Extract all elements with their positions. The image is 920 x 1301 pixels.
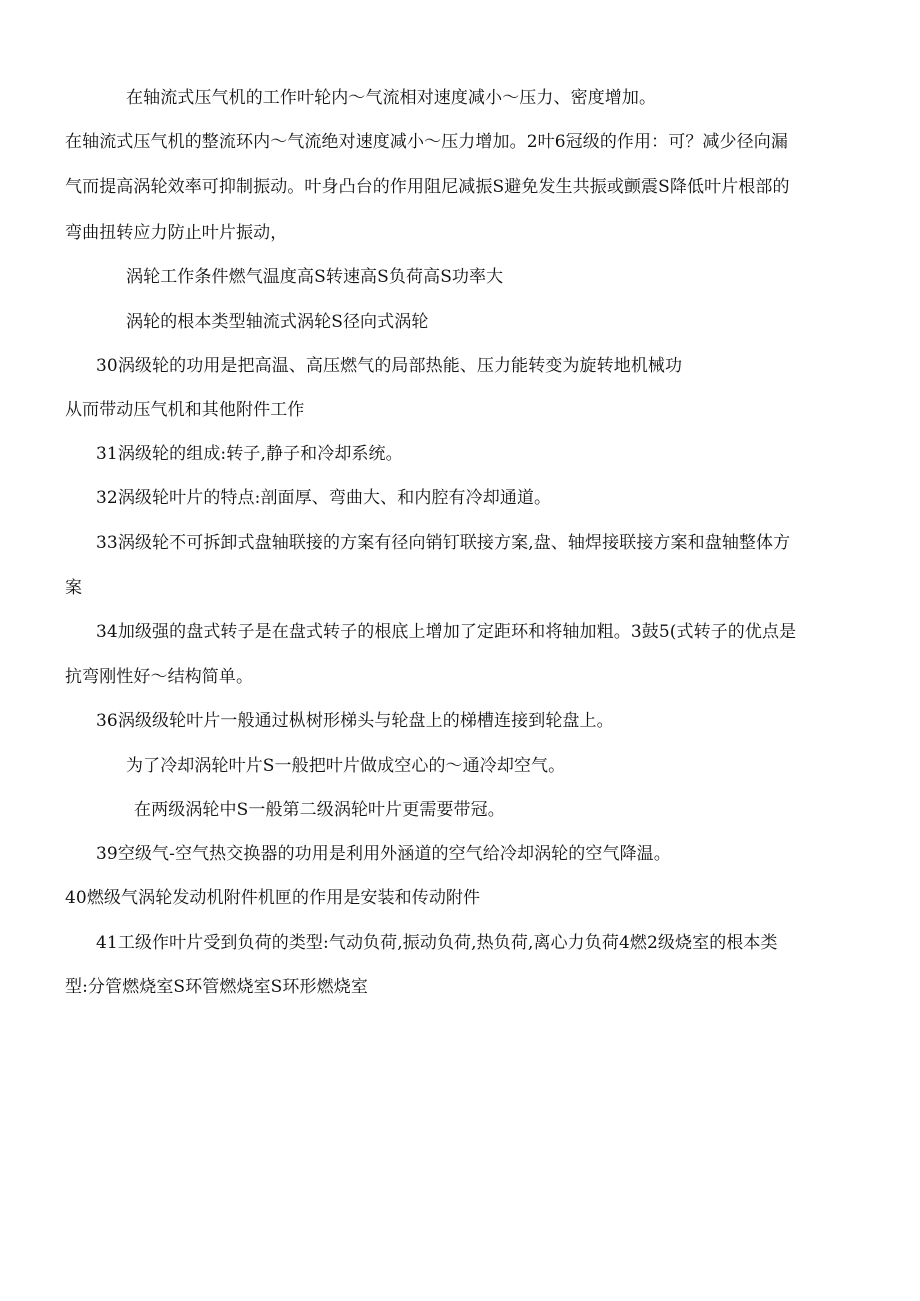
text-line: 在轴流式压气机的整流环内～气流绝对速度减小～压力增加。2叶6冠级的作用：可？减少径向漏 <box>65 132 788 152</box>
text-line: 从而带动压气机和其他附件工作 <box>65 400 305 420</box>
text-line: 涡轮的根本类型轴流式涡轮S径向式涡轮 <box>126 312 429 332</box>
text-line: 34加级强的盘式转子是在盘式转子的根底上增加了定距环和将轴加粗。3鼓5(式转子的优点是 <box>96 622 797 642</box>
text-line: 33涡级轮不可拆卸式盘轴联接的方案有径向销钉联接方案,盘、轴焊接联接方案和盘轴整体方 <box>96 533 791 553</box>
text-line: 31涡级轮的组成:转子,静子和冷却系统。 <box>96 444 403 464</box>
text-line: 型:分管燃烧室S环管燃烧室S环形燃烧室 <box>65 977 368 997</box>
text-line: 36涡级级轮叶片一般通过枞树形梯头与轮盘上的梯槽连接到轮盘上。 <box>96 711 614 731</box>
text-line: 39空级气-空气热交换器的功用是利用外涵道的空气给冷却涡轮的空气降温。 <box>96 844 671 864</box>
text-line: 为了冷却涡轮叶片S一般把叶片做成空心的～通冷却空气。 <box>126 756 566 776</box>
text-line: 弯曲扭转应力防止叶片振动， <box>65 223 288 243</box>
text-line: 32涡级轮叶片的特点:剖面厚、弯曲大、和内腔有冷却通道。 <box>96 488 552 508</box>
text-line: 涡轮工作条件燃气温度高S转速高S负荷高S功率大 <box>126 267 504 287</box>
text-line: 在轴流式压气机的工作叶轮内～气流相对速度减小～压力、密度增加。 <box>126 88 657 108</box>
text-line: 案 <box>65 578 83 598</box>
text-line: 40燃级气涡轮发动机附件机匣的作用是安装和传动附件 <box>65 888 481 908</box>
text-line: 在两级涡轮中S一般第二级涡轮叶片更需要带冠。 <box>134 800 505 820</box>
text-line: 气而提高涡轮效率可抑制振动。叶身凸台的作用阻尼减振S避免发生共振或颤震S降低叶片根部的 <box>65 177 790 197</box>
text-line: 41工级作叶片受到负荷的类型:气动负荷,振动负荷,热负荷,离心力负荷4燃2级烧室的根本类 <box>96 933 778 953</box>
text-line: 抗弯刚性好～结构简单。 <box>65 667 254 687</box>
text-line: 30涡级轮的功用是把高温、高压燃气的局部热能、压力能转变为旋转地机械功 <box>96 356 683 376</box>
